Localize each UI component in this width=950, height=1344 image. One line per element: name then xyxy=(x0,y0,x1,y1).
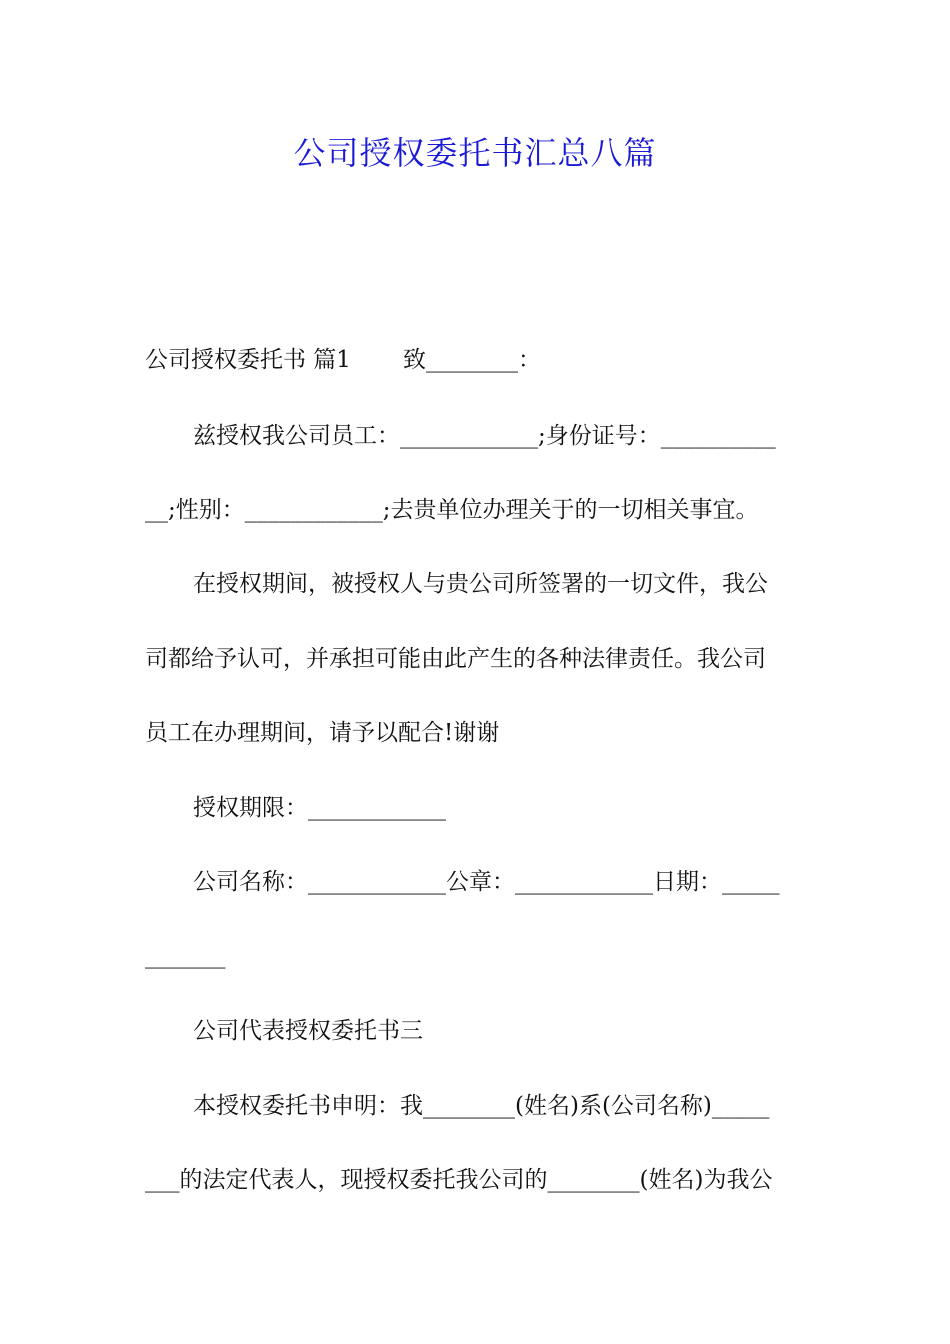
paragraph-line-8: 公司名称：____________公章：____________日期：_____ xyxy=(193,869,780,895)
addressee-text: 致________： xyxy=(402,347,541,373)
paragraph-line-3: __;性别：____________;去贵单位办理关于的一切相关事宜。 xyxy=(145,497,759,523)
paragraph-line-11: 本授权委托书申明：我________(姓名)系(公司名称)_____ xyxy=(193,1093,770,1119)
section-heading: 公司授权委托书 篇1 xyxy=(145,347,351,373)
section-subtitle: 公司代表授权委托书三 xyxy=(193,1018,423,1044)
document-title: 公司授权委托书汇总八篇 xyxy=(293,134,657,172)
paragraph-line-12: ___的法定代表人，现授权委托我公司的________(姓名)为我公 xyxy=(145,1167,773,1193)
paragraph-line-5: 司都给予认可，并承担可能由此产生的各种法律责任。我公司 xyxy=(145,646,766,672)
paragraph-line-7: 授权期限：____________ xyxy=(193,795,446,821)
paragraph-line-1 xyxy=(145,344,810,376)
paragraph-line-4: 在授权期间，被授权人与贵公司所签署的一切文件，我公 xyxy=(193,571,768,597)
paragraph-line-9: _______ xyxy=(145,943,226,969)
paragraph-line-6: 员工在办理期间，请予以配合!谢谢 xyxy=(145,720,500,746)
paragraph-line-2: 兹授权我公司员工：____________;身份证号：__________ xyxy=(193,423,776,449)
